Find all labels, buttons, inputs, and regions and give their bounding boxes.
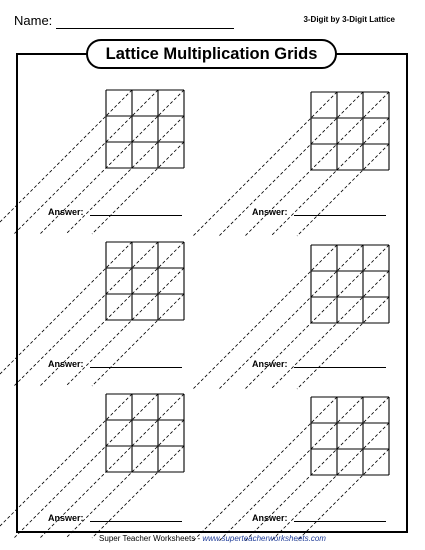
grid-1-diagonal (14, 90, 158, 234)
name-label: Name: (14, 13, 53, 28)
answer-line-5[interactable] (90, 521, 182, 522)
grid-2-diagonal (271, 118, 389, 236)
grid-5-diagonal (14, 394, 158, 538)
answer-line-1[interactable] (90, 215, 182, 216)
grid-3-diagonal (14, 242, 158, 386)
answer-label-4: Answer: (252, 359, 288, 369)
grid-1-diagonal (66, 116, 184, 234)
answer-label-3: Answer: (48, 359, 84, 369)
grid-6-diagonal (271, 423, 389, 541)
footer-separator: - (195, 534, 203, 543)
answer-line-6[interactable] (294, 521, 386, 522)
footer-publisher: Super Teacher Worksheets (99, 534, 196, 543)
answer-line-2[interactable] (294, 215, 386, 216)
answer-line-4[interactable] (294, 367, 386, 368)
footer (0, 534, 425, 543)
grid-6-diagonal (219, 397, 363, 541)
grid-4-diagonal (271, 271, 389, 389)
footer-website-link[interactable]: www.superteacherworksheets.com (202, 534, 326, 543)
grid-3-diagonal (66, 268, 184, 386)
answer-label-5: Answer: (48, 513, 84, 523)
answer-label-6: Answer: (252, 513, 288, 523)
worksheet-title: Lattice Multiplication Grids (86, 39, 337, 69)
answer-line-3[interactable] (90, 367, 182, 368)
answer-label-1: Answer: (48, 207, 84, 217)
answer-label-2: Answer: (252, 207, 288, 217)
worksheet-type-label: 3-Digit by 3-Digit Lattice (303, 15, 395, 24)
